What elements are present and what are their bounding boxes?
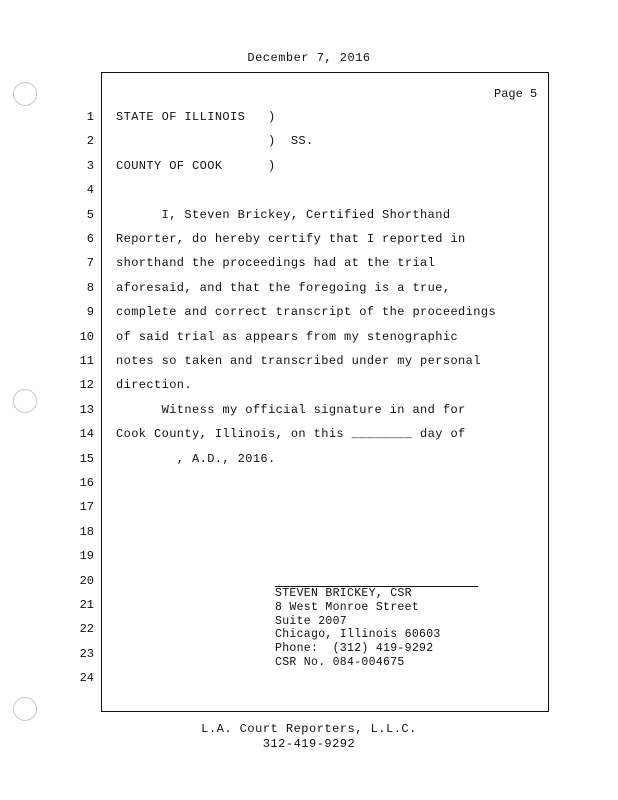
line-number: 20 [79,573,94,588]
transcript-line: Witness my official signature in and for [116,402,466,417]
line-number: 3 [86,158,94,173]
transcript-line: , A.D., 2016. [116,451,276,466]
transcript-line: I, Steven Brickey, Certified Shorthand [116,207,451,222]
line-number: 9 [86,305,94,320]
line-number: 12 [79,378,94,393]
signature-line: CSR No. 084-004675 [275,656,405,669]
line-number: 22 [79,622,94,637]
line-number: 7 [86,256,94,271]
line-number: 15 [79,451,94,466]
line-number: 10 [79,329,94,344]
transcript-line: Reporter, do hereby certify that I reported in [116,232,466,246]
transcript-line: of said trial as appears from my stenographic [116,329,459,344]
transcript-line: STATE OF ILLINOIS ) [116,110,276,124]
header-date: December 7, 2016 [247,51,371,65]
transcript-line: ) SS. [116,134,314,149]
transcript-line: notes so taken and transcribed under my personal [116,354,481,368]
signature-line: Chicago, Illinois 60603 [275,628,441,642]
line-number: 18 [79,524,94,539]
line-number: 21 [79,598,94,612]
binder-hole-middle [13,389,37,413]
line-number: 13 [79,402,94,417]
footer-company: L.A. Court Reporters, L.L.C. [201,722,417,736]
line-number: 23 [79,646,94,661]
signature-line: Phone: (312) 419-9292 [275,642,434,656]
binder-hole-bottom [13,697,37,721]
line-number: 6 [86,232,94,246]
line-number: 11 [79,354,94,368]
transcript-line: aforesaid, and that the foregoing is a true, [116,280,451,295]
transcript-line: complete and correct transcript of the proceedings [116,305,497,320]
binder-hole-top [13,82,37,106]
line-number: 8 [86,280,94,295]
line-number: 14 [79,427,94,442]
signature-line: STEVEN BRICKEY, CSR [275,587,412,600]
transcript-line: shorthand the proceedings had at the trial [116,256,436,271]
line-number: 24 [79,671,94,686]
line-number: 4 [86,183,94,198]
line-number: 19 [79,549,94,564]
line-number: 1 [86,110,94,124]
line-number: 16 [79,476,94,490]
transcript-line: direction. [116,378,193,393]
transcript-line: COUNTY OF COOK ) [116,158,276,173]
signature-line: Suite 2007 [275,614,348,628]
page-label: Page 5 [494,87,538,101]
transcript-line: Cook County, Illinois, on this ________ day of [116,427,466,442]
line-number: 5 [86,207,94,222]
footer-phone: 312-419-9292 [262,737,356,751]
line-number: 2 [86,134,94,149]
signature-line: 8 West Monroe Street [275,600,420,614]
line-number: 17 [79,500,94,515]
